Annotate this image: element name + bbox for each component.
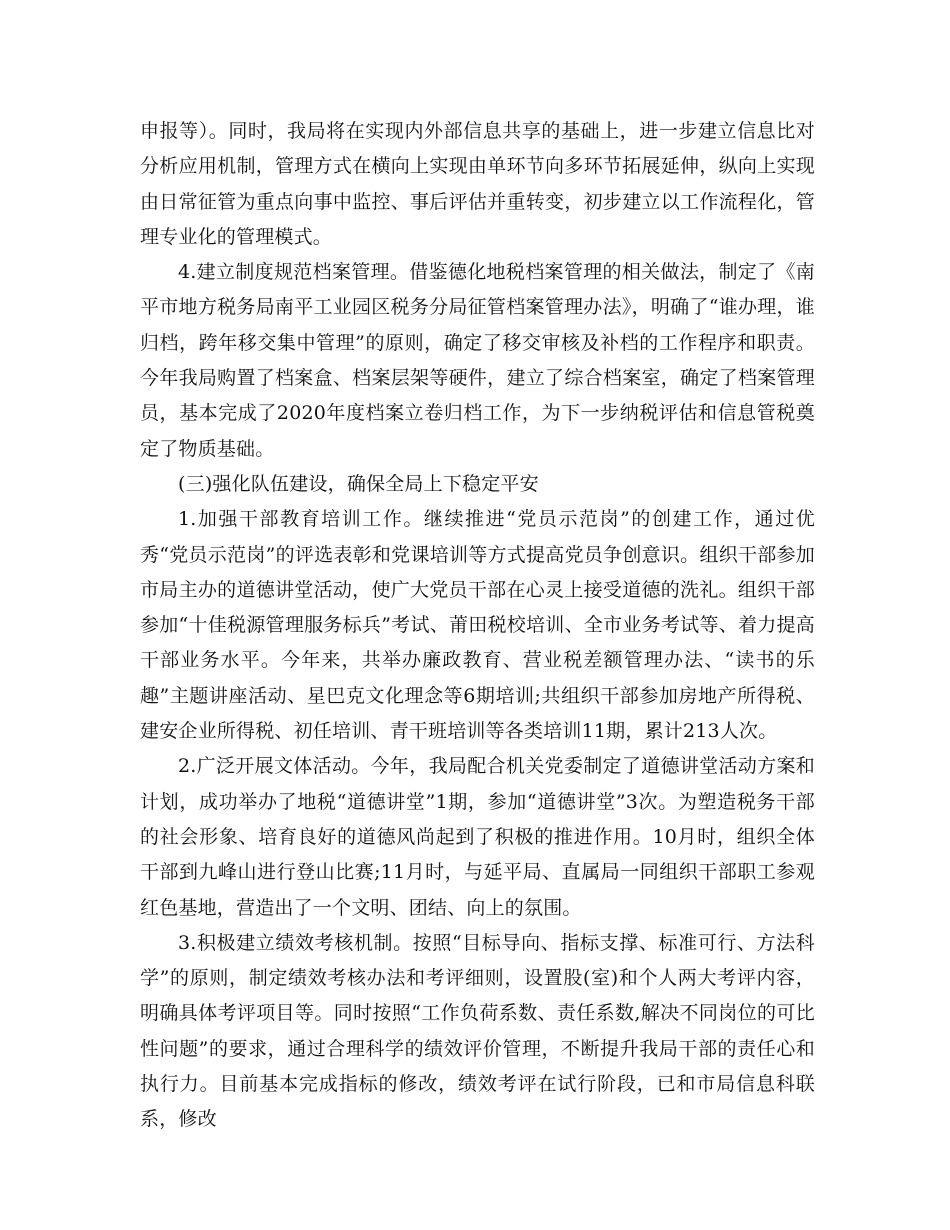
paragraph-archive-management: 4.建立制度规范档案管理。借鉴德化地税档案管理的相关做法，制定了《南平市地方税务局南平工业园区税务分局征管档案管理办法》，明确了“谁办理，谁归档，跨年移交集中管理”的原则，确定了移交审核及补档的工作程序和职责。今年我局购置了档案盒、档案层架等硬件，建立了综合档案室，确定了档案管理员，基本完成了2020年度档案立卷归档工作，为下一步纳税评估和信息管税奠定了物质基础。: [140, 261, 815, 460]
paragraph-cultural-activities: 2.广泛开展文体活动。今年，我局配合机关党委制定了道德讲堂活动方案和计划，成功举办了地税“道德讲堂”1期，参加“道德讲堂”3次。为塑造税务干部的社会形象、培育良好的道德风尚起到了积极的推进作用。10月时，组织全体干部到九峰山进行登山比赛;11月时，与延平局、直属局一同组织干部职工参观红色基地，营造出了一个文明、团结、向上的氛围。: [140, 755, 815, 919]
paragraph-performance-assessment: 3.积极建立绩效考核机制。按照“目标导向、指标支撑、标准可行、方法科学”的原则，制定绩效考核办法和考评细则，设置股(室)和个人两大考评内容，明确具体考评项目等。同时按照“工作负荷系数、责任系数,解决不同岗位的可比性问题”的要求，通过合理科学的绩效评价管理，不断提升我局干部的责任心和执行力。目前基本完成指标的修改，绩效考评在试行阶段，已和市局信息科联系，修改: [140, 931, 815, 1131]
document-body: [140, 114, 815, 1138]
paragraph-cadre-training: 1.加强干部教育培训工作。继续推进“党员示范岗”的创建工作，通过优秀“党员示范岗”的评选表彰和党课培训等方式提高党员争创意识。组织干部参加市局主办的道德讲堂活动，使广大党员干部在心灵上接受道德的洗礼。组织干部参加“十佳税源管理服务标兵”考试、莆田税校培训、全市业务考试等、着力提高干部业务水平。今年来，共举办廉政教育、营业税差额管理办法、“读书的乐趣”主题讲座活动、星巴克文化理念等6期培训;共组织干部参加房地产所得税、建安企业所得税、初任培训、青干班培训等各类培训11期，累计213人次。: [140, 508, 815, 743]
section-heading-team-building: (三)强化队伍建设，确保全局上下稳定平安: [178, 472, 539, 495]
paragraph-continuation: 申报等）。同时，我局将在实现内外部信息共享的基础上，进一步建立信息比对分析应用机制，管理方式在横向上实现由单环节向多环节拓展延伸，纵向上实现由日常征管为重点向事中监控、事后评估并重转变，初步建立以工作流程化，管理专业化的管理模式。: [140, 120, 815, 248]
